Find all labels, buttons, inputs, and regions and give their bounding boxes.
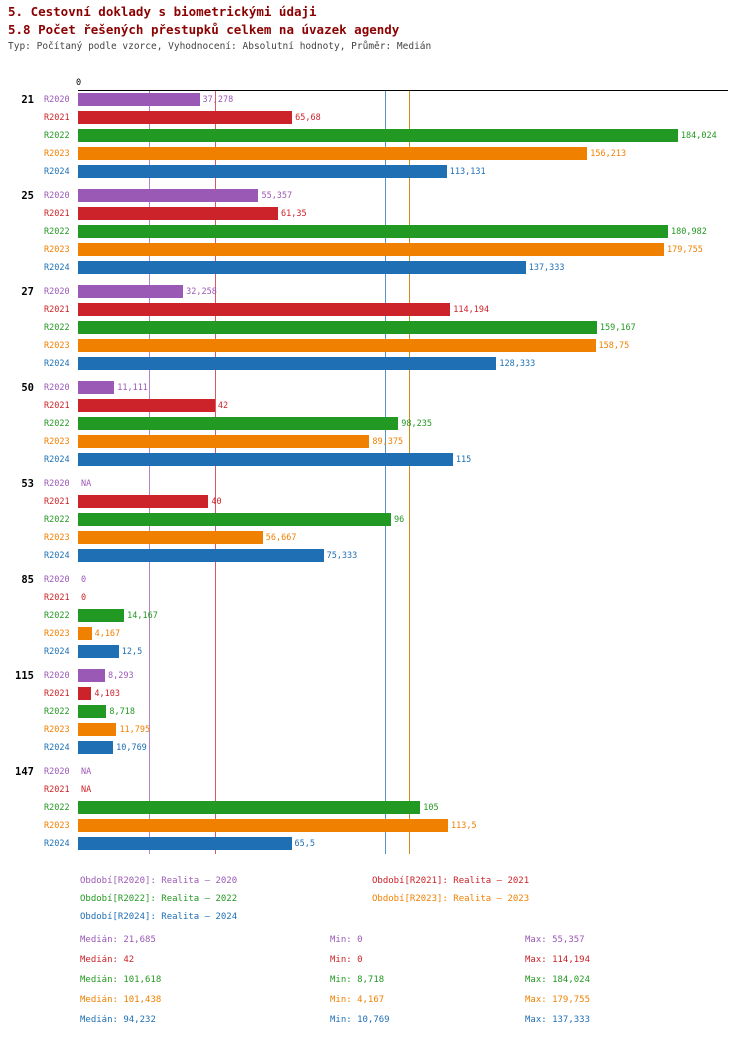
chart-row[interactable] bbox=[0, 355, 750, 373]
stat-max: Max: 184,024 bbox=[525, 975, 591, 985]
bar[interactable] bbox=[78, 609, 124, 622]
bar-value-label: NA bbox=[81, 785, 92, 795]
chart-row[interactable] bbox=[0, 223, 750, 241]
bar[interactable] bbox=[78, 357, 496, 370]
stat-max: Max: 179,755 bbox=[525, 995, 591, 1005]
series-label: R2022 bbox=[44, 803, 70, 813]
chart-row[interactable] bbox=[0, 817, 750, 835]
bar-value-label: 98,235 bbox=[401, 419, 432, 429]
series-label: R2023 bbox=[44, 341, 70, 351]
stat-median: Medián: 21,685 bbox=[80, 935, 156, 945]
chart-row[interactable] bbox=[0, 337, 750, 355]
bar-value-label: 40 bbox=[211, 497, 222, 507]
chart-row[interactable] bbox=[0, 799, 750, 817]
chart-row[interactable] bbox=[0, 607, 750, 625]
chart-row[interactable] bbox=[0, 763, 750, 781]
chart-row[interactable] bbox=[0, 145, 750, 163]
group-label: 53 bbox=[21, 478, 34, 490]
series-label: R2023 bbox=[44, 629, 70, 639]
bar-value-label: 14,167 bbox=[127, 611, 158, 621]
series-label: R2020 bbox=[44, 479, 70, 489]
bar[interactable] bbox=[78, 627, 92, 640]
series-label: R2023 bbox=[44, 437, 70, 447]
stat-min: Min: 0 bbox=[330, 955, 363, 965]
chart-row[interactable] bbox=[0, 685, 750, 703]
bar[interactable] bbox=[78, 417, 398, 430]
bar[interactable] bbox=[78, 723, 116, 736]
chart-row[interactable] bbox=[0, 643, 750, 661]
bar-chart bbox=[0, 78, 750, 858]
series-label: R2022 bbox=[44, 611, 70, 621]
chart-row[interactable] bbox=[0, 259, 750, 277]
bar[interactable] bbox=[78, 435, 369, 448]
chart-legend bbox=[0, 868, 750, 1038]
series-label: R2022 bbox=[44, 227, 70, 237]
series-label: R2022 bbox=[44, 707, 70, 717]
bar-value-label: NA bbox=[81, 479, 92, 489]
bar[interactable] bbox=[78, 687, 91, 700]
bar[interactable] bbox=[78, 705, 106, 718]
bar-value-label: 113,5 bbox=[451, 821, 477, 831]
stat-min: Min: 8,718 bbox=[330, 975, 385, 985]
series-label: R2021 bbox=[44, 497, 70, 507]
series-label: R2020 bbox=[44, 95, 70, 105]
chart-row[interactable] bbox=[0, 379, 750, 397]
chart-row[interactable] bbox=[0, 547, 750, 565]
chart-row[interactable] bbox=[0, 241, 750, 259]
bar-value-label: 56,667 bbox=[265, 533, 297, 543]
bar-value-label: 65,68 bbox=[295, 113, 321, 123]
series-label: R2022 bbox=[44, 323, 70, 333]
series-label: R2024 bbox=[44, 551, 70, 561]
bar-value-label: 11,795 bbox=[119, 725, 151, 735]
bar[interactable] bbox=[78, 285, 183, 298]
bar[interactable] bbox=[78, 531, 263, 544]
bar[interactable] bbox=[78, 453, 453, 466]
group-label: 85 bbox=[21, 574, 34, 586]
chart-row[interactable] bbox=[0, 835, 750, 853]
chart-row[interactable] bbox=[0, 319, 750, 337]
group-label: 50 bbox=[21, 382, 34, 394]
bar-value-label: 115 bbox=[455, 455, 472, 465]
series-label: R2020 bbox=[44, 767, 70, 777]
bar[interactable] bbox=[78, 225, 668, 238]
bar[interactable] bbox=[78, 321, 597, 334]
bar[interactable] bbox=[78, 495, 208, 508]
stat-median: Medián: 101,618 bbox=[80, 975, 162, 985]
legend-item[interactable]: Období[R2021]: Realita – 2021 bbox=[372, 876, 530, 886]
series-label: R2023 bbox=[44, 533, 70, 543]
series-label: R2020 bbox=[44, 191, 70, 201]
chart-row[interactable] bbox=[0, 511, 750, 529]
series-label: R2021 bbox=[44, 113, 70, 123]
bar[interactable] bbox=[78, 111, 292, 124]
series-label: R2022 bbox=[44, 515, 70, 525]
chart-row[interactable] bbox=[0, 529, 750, 547]
group-label: 25 bbox=[21, 190, 34, 202]
chart-row[interactable] bbox=[0, 625, 750, 643]
report-section-title: 5. Cestovní doklady s biometrickými údaji bbox=[8, 4, 317, 19]
chart-row[interactable] bbox=[0, 205, 750, 223]
chart-row[interactable] bbox=[0, 163, 750, 181]
bar[interactable] bbox=[78, 303, 450, 316]
stat-median: Medián: 101,438 bbox=[80, 995, 162, 1005]
stat-min: Min: 0 bbox=[330, 935, 363, 945]
series-label: R2024 bbox=[44, 359, 70, 369]
series-label: R2023 bbox=[44, 725, 70, 735]
group-label: 27 bbox=[21, 286, 34, 298]
chart-row[interactable] bbox=[0, 703, 750, 721]
series-label: R2021 bbox=[44, 785, 70, 795]
bar[interactable] bbox=[78, 243, 664, 256]
bar-value-label: 105 bbox=[423, 803, 439, 813]
series-label: R2020 bbox=[44, 575, 70, 585]
chart-row[interactable] bbox=[0, 91, 750, 109]
bar-value-label: 8,718 bbox=[109, 707, 135, 717]
bar-value-label: 89,375 bbox=[372, 437, 404, 447]
series-label: R2022 bbox=[44, 131, 70, 141]
bar-value-label: 158,75 bbox=[598, 341, 630, 351]
bar-value-label: 0 bbox=[81, 593, 87, 603]
series-label: R2021 bbox=[44, 593, 70, 603]
legend-item[interactable]: Období[R2020]: Realita – 2020 bbox=[80, 876, 238, 886]
stat-max: Max: 137,333 bbox=[525, 1015, 591, 1025]
bar-value-label: 55,357 bbox=[261, 191, 293, 201]
series-label: R2022 bbox=[44, 419, 70, 429]
legend-item[interactable]: Období[R2023]: Realita – 2023 bbox=[372, 894, 530, 904]
bar-value-label: 184,024 bbox=[680, 131, 717, 141]
bar[interactable] bbox=[78, 549, 324, 562]
series-label: R2023 bbox=[44, 245, 70, 255]
bar[interactable] bbox=[78, 513, 391, 526]
bar-value-label: 180,982 bbox=[671, 227, 707, 237]
series-label: R2021 bbox=[44, 689, 70, 699]
group-label: 115 bbox=[15, 670, 34, 682]
bar-value-label: 159,167 bbox=[599, 323, 636, 333]
bar[interactable] bbox=[78, 207, 278, 220]
bar[interactable] bbox=[78, 741, 113, 754]
chart-row[interactable] bbox=[0, 301, 750, 319]
series-label: R2023 bbox=[44, 821, 70, 831]
axis-origin-label: 0 bbox=[76, 78, 82, 88]
bar-value-label: 37,278 bbox=[202, 95, 234, 105]
bar[interactable] bbox=[78, 147, 587, 160]
bar-value-label: 137,333 bbox=[528, 263, 565, 273]
bar[interactable] bbox=[78, 339, 596, 352]
chart-row[interactable] bbox=[0, 415, 750, 433]
chart-row[interactable] bbox=[0, 451, 750, 469]
series-label: R2021 bbox=[44, 401, 70, 411]
bar-value-label: 61,35 bbox=[281, 209, 307, 219]
bar-value-label: 32,258 bbox=[186, 287, 217, 297]
series-label: R2020 bbox=[44, 287, 70, 297]
bar[interactable] bbox=[78, 165, 447, 178]
chart-row[interactable] bbox=[0, 667, 750, 685]
chart-row[interactable] bbox=[0, 739, 750, 757]
chart-row[interactable] bbox=[0, 493, 750, 511]
bar-value-label: 12,5 bbox=[121, 647, 143, 657]
stat-median: Medián: 94,232 bbox=[80, 1015, 156, 1025]
stat-max: Max: 55,357 bbox=[525, 935, 585, 945]
bar-value-label: 156,213 bbox=[590, 149, 627, 159]
bar-value-label: NA bbox=[81, 767, 92, 777]
bar[interactable] bbox=[78, 801, 420, 814]
chart-row[interactable] bbox=[0, 721, 750, 739]
stat-min: Min: 10,769 bbox=[330, 1015, 390, 1025]
series-label: R2024 bbox=[44, 455, 70, 465]
bar-value-label: 113,131 bbox=[449, 167, 486, 177]
bar[interactable] bbox=[78, 261, 526, 274]
bar[interactable] bbox=[78, 381, 114, 394]
bar[interactable] bbox=[78, 837, 292, 850]
stat-min: Min: 4,167 bbox=[330, 995, 385, 1005]
legend-item[interactable]: Období[R2022]: Realita – 2022 bbox=[80, 894, 238, 904]
chart-row[interactable] bbox=[0, 283, 750, 301]
bar[interactable] bbox=[78, 645, 119, 658]
stat-median: Medián: 42 bbox=[80, 955, 135, 965]
bar-value-label: 179,755 bbox=[667, 245, 703, 255]
bar-value-label: 4,167 bbox=[94, 629, 121, 639]
chart-row[interactable] bbox=[0, 475, 750, 493]
bar-value-label: 75,333 bbox=[326, 551, 358, 561]
legend-item[interactable]: Období[R2024]: Realita – 2024 bbox=[80, 912, 238, 922]
series-label: R2024 bbox=[44, 263, 70, 273]
bar[interactable] bbox=[78, 669, 105, 682]
bar-value-label: 0 bbox=[81, 575, 87, 585]
series-label: R2020 bbox=[44, 671, 70, 681]
series-label: R2021 bbox=[44, 209, 70, 219]
bar-value-label: 65,5 bbox=[294, 839, 315, 849]
chart-row[interactable] bbox=[0, 397, 750, 415]
series-label: R2024 bbox=[44, 167, 70, 177]
bar-value-label: 4,103 bbox=[94, 689, 120, 699]
page-title: 5.8 Počet řešených přestupků celkem na úvazek agendy bbox=[8, 22, 400, 37]
chart-row[interactable] bbox=[0, 433, 750, 451]
series-label: R2021 bbox=[44, 305, 70, 315]
chart-row[interactable] bbox=[0, 187, 750, 205]
group-label: 21 bbox=[21, 94, 34, 106]
bar-value-label: 11,111 bbox=[117, 383, 148, 393]
bar-value-label: 8,293 bbox=[108, 671, 134, 681]
bar[interactable] bbox=[78, 189, 258, 202]
chart-row[interactable] bbox=[0, 109, 750, 127]
chart-subtitle: Typ: Počítaný podle vzorce, Vyhodnocení: Absolutní hodnoty, Průměr: Medián bbox=[8, 41, 432, 52]
series-label: R2023 bbox=[44, 149, 70, 159]
bar[interactable] bbox=[78, 93, 200, 106]
bar-value-label: 114,194 bbox=[453, 305, 490, 315]
bar-value-label: 96 bbox=[393, 515, 405, 525]
series-label: R2024 bbox=[44, 647, 70, 657]
bar-value-label: 10,769 bbox=[116, 743, 147, 753]
bar-value-label: 42 bbox=[217, 401, 229, 411]
bar-value-label: 128,333 bbox=[499, 359, 536, 369]
stat-max: Max: 114,194 bbox=[525, 955, 591, 965]
bar[interactable] bbox=[78, 399, 215, 412]
series-label: R2024 bbox=[44, 743, 70, 753]
chart-row[interactable] bbox=[0, 781, 750, 799]
chart-row[interactable] bbox=[0, 571, 750, 589]
bar[interactable] bbox=[78, 129, 678, 142]
bar[interactable] bbox=[78, 819, 448, 832]
series-label: R2020 bbox=[44, 383, 70, 393]
group-label: 147 bbox=[15, 766, 34, 778]
chart-row[interactable] bbox=[0, 589, 750, 607]
series-label: R2024 bbox=[44, 839, 70, 849]
chart-row[interactable] bbox=[0, 127, 750, 145]
